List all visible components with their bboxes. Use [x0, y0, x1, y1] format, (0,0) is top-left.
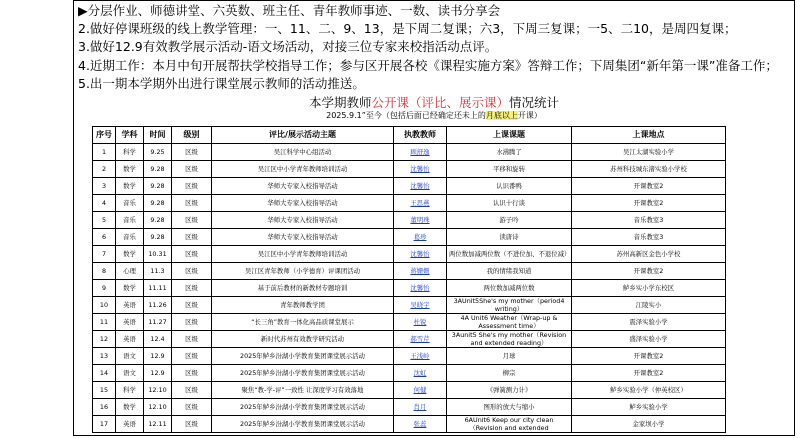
cell-level: 区级	[172, 212, 212, 229]
cell-theme: 聚焦“教-学-评”一致性 让深度学习有效落地	[212, 382, 394, 399]
cell-date: 9.28	[144, 161, 172, 178]
cell-theme: 吴江科学中心组活动	[212, 144, 394, 161]
cell-teacher: 杜锐	[394, 314, 447, 331]
subtitle-text: 2025.9.1”至今（包括后面已经确定还未上的	[326, 111, 486, 120]
cell-theme: 华师大专家入校指导活动	[212, 178, 394, 195]
table-row	[93, 144, 726, 161]
cell-location: 开课教室2	[572, 348, 726, 365]
cell-level: 区级	[172, 365, 212, 382]
table-row	[93, 331, 726, 348]
cell-level: 区级	[172, 263, 212, 280]
line-1: ▶分层作业、师德讲堂、六英数、班主任、青年教师事迹、一数、读书分享会	[78, 3, 501, 18]
cell-level: 区级	[172, 178, 212, 195]
cell-topic: 4A Unit6 Weather（Wrap-up & Assessment time）	[447, 314, 572, 331]
cell-topic: 图形的放大与缩小	[447, 399, 572, 416]
title-prefix: 本学期教师	[308, 95, 372, 110]
cell-date: 11.3	[144, 263, 172, 280]
cell-location: 开课教室2	[572, 195, 726, 212]
cell-subject: 数学	[116, 178, 144, 195]
table-header-row	[93, 127, 726, 144]
cell-date: 12.10	[144, 399, 172, 416]
cell-subject: 英语	[116, 314, 144, 331]
document-frame	[73, 0, 795, 436]
cell-teacher: 顾舒逸	[394, 144, 447, 161]
cell-location: 苏州高新区金色小学校	[572, 246, 726, 263]
cell-location: 盛泽实验小学	[572, 331, 726, 348]
cell-theme: 青年教师教学团	[212, 297, 394, 314]
cell-date: 9.28	[144, 229, 172, 246]
cell-subject: 音乐	[116, 195, 144, 212]
column-header: 上课课题	[447, 127, 572, 144]
column-header: 学科	[116, 127, 144, 144]
subtitle-tail: 开课）	[517, 111, 542, 120]
cell-date: 12.10	[144, 382, 172, 399]
line-4: 4.近期工作：本月中旬开展帮扶学校指导工作；参与区开展各校《课程实施方案》答辩工作；下周集团“新年第一课”准备工作；	[78, 58, 778, 73]
table-row	[93, 314, 726, 331]
cell-theme: 基于前后教材的新教材专题培训	[212, 280, 394, 297]
cell-subject: 数学	[116, 280, 144, 297]
cell-index: 12	[93, 331, 116, 348]
cell-topic: 两位数加减两位数	[447, 280, 572, 297]
cell-location: 开课教室2	[572, 263, 726, 280]
table-row	[93, 280, 726, 297]
table-row	[93, 263, 726, 280]
cell-subject: 语文	[116, 348, 144, 365]
column-header: 序号	[93, 127, 116, 144]
cell-topic: 认识十行谈	[447, 195, 572, 212]
cell-index: 2	[93, 161, 116, 178]
line-3: 3.做好12.9有效教学展示活动-语文场活动，对接三位专家来校指活动点评。	[78, 39, 498, 54]
cell-location: 音乐教室3	[572, 229, 726, 246]
cell-topic: 认识番鸭	[447, 178, 572, 195]
cell-index: 10	[93, 297, 116, 314]
cell-subject: 科学	[116, 382, 144, 399]
cell-teacher: 沈馨怡	[394, 161, 447, 178]
cell-theme: 华师大专家入校指导活动	[212, 229, 394, 246]
cell-index: 15	[93, 382, 116, 399]
cell-theme: 吴江区中小学青年教师培训活动	[212, 246, 394, 263]
cell-teacher: 葛珍	[394, 229, 447, 246]
cell-subject: 英语	[116, 416, 144, 433]
cell-level: 区级	[172, 314, 212, 331]
cell-theme: 华师大专家入校指导活动	[212, 212, 394, 229]
title-highlight: 公开课（评比、展示课）	[371, 95, 509, 110]
line-2: 2.做好停课班级的线上教学管理：一、11、二、9、13，是下周二复课；六3，下周三复课；一5、二10，是周四复课；	[78, 21, 737, 36]
cell-index: 16	[93, 399, 116, 416]
cell-teacher: 沈馨怡	[394, 280, 447, 297]
cell-subject: 心理	[116, 263, 144, 280]
column-header: 执教教师	[394, 127, 447, 144]
cell-subject: 音乐	[116, 212, 144, 229]
cell-teacher: 何健	[394, 382, 447, 399]
subtitle-highlight: 月底以上	[485, 111, 518, 120]
cell-location: 震泽实验小学	[572, 314, 726, 331]
table-row	[93, 365, 726, 382]
cell-topic: 水沸腾了	[447, 144, 572, 161]
cell-level: 区级	[172, 382, 212, 399]
cell-theme: 华师大专家入校指导活动	[212, 195, 394, 212]
cell-location: 音乐教室3	[572, 212, 726, 229]
cell-index: 11	[93, 314, 116, 331]
cell-teacher: 沈馨怡	[394, 246, 447, 263]
cell-subject: 英语	[116, 331, 144, 348]
cell-level: 区级	[172, 348, 212, 365]
cell-subject: 数学	[116, 246, 144, 263]
cell-subject: 语文	[116, 365, 144, 382]
cell-level: 区级	[172, 399, 212, 416]
cell-level: 区级	[172, 229, 212, 246]
table-row	[93, 229, 726, 246]
cell-topic: 月球	[447, 348, 572, 365]
cell-location: 开课教室2	[572, 178, 726, 195]
cell-location: 鲈乡实验小学（仲英校区）	[572, 382, 726, 399]
table-row	[93, 382, 726, 399]
table-row	[93, 348, 726, 365]
title-suffix: 情况统计	[509, 95, 560, 110]
column-header: 时间	[144, 127, 172, 144]
cell-theme: 2025年鲈乡汾湖小学教育集团课堂展示活动	[212, 416, 394, 433]
cell-location: 开课教室2	[572, 365, 726, 382]
cell-index: 5	[93, 212, 116, 229]
cell-teacher: 肖月	[394, 399, 447, 416]
cell-topic: 读唐诗	[447, 229, 572, 246]
cell-date: 9.25	[144, 144, 172, 161]
cell-teacher: 张蕊	[394, 416, 447, 433]
cell-index: 4	[93, 195, 116, 212]
cell-theme: 吴江区青年教师（小学德育）评课团活动	[212, 263, 394, 280]
table-row	[93, 416, 726, 433]
cell-subject: 音乐	[116, 229, 144, 246]
cell-theme: 2025年鲈乡汾湖小学教育集团课堂展示活动	[212, 365, 394, 382]
cell-teacher: 沈虹	[394, 365, 447, 382]
cell-date: 11.11	[144, 280, 172, 297]
cell-location: 苏州科技城东渚实验小学校	[572, 161, 726, 178]
cell-location: 鲈乡实验小学	[572, 399, 726, 416]
cell-index: 14	[93, 365, 116, 382]
cell-date: 11.26	[144, 297, 172, 314]
cell-location: 吴江太湖实验小学	[572, 144, 726, 161]
cell-location: 江陵实小	[572, 297, 726, 314]
column-header: 级别	[172, 127, 212, 144]
cell-index: 9	[93, 280, 116, 297]
cell-level: 区级	[172, 297, 212, 314]
cell-subject: 数学	[116, 399, 144, 416]
column-header: 上课地点	[572, 127, 726, 144]
cell-theme: 吴江区中小学青年教师培训活动	[212, 161, 394, 178]
cell-level: 区级	[172, 195, 212, 212]
cell-topic: 3Aunit5 She's my mother（Revision and extended reading）	[447, 331, 572, 348]
cell-index: 13	[93, 348, 116, 365]
cell-level: 区级	[172, 144, 212, 161]
cell-subject: 科学	[116, 144, 144, 161]
cell-teacher: 郝雪芹	[394, 331, 447, 348]
table-row	[93, 246, 726, 263]
cell-topic: 3AUnit5She's my mother（period4 writing）	[447, 297, 572, 314]
table-row	[93, 399, 726, 416]
table-row	[93, 297, 726, 314]
cell-theme: 新时代苏州有效教学研究活动	[212, 331, 394, 348]
line-5: 5.出一期本学期外出进行课堂展示教师的活动推送。	[78, 76, 365, 91]
cell-subject: 英语	[116, 297, 144, 314]
cell-index: 7	[93, 246, 116, 263]
cell-level: 区级	[172, 280, 212, 297]
lesson-table	[92, 126, 726, 433]
cell-topic: 《弹簧测力计》	[447, 382, 572, 399]
cell-teacher: 沈馨怡	[394, 178, 447, 195]
cell-teacher: 蒋姗姗	[394, 263, 447, 280]
table-row	[93, 178, 726, 195]
cell-location: 鲈乡实小学东校区	[572, 280, 726, 297]
table-title	[74, 95, 794, 111]
cell-topic: 6AUnit6 Keep our city clean（Revision and extended	[447, 416, 572, 433]
cell-index: 6	[93, 229, 116, 246]
cell-theme: “长三角”教育一体化高品质课堂展示	[212, 314, 394, 331]
cell-location: 金家坝小学	[572, 416, 726, 433]
column-header: 评比/展示活动主题	[212, 127, 394, 144]
table-row	[93, 195, 726, 212]
cell-index: 1	[93, 144, 116, 161]
cell-date: 12.11	[144, 416, 172, 433]
cell-teacher: 王浅岭	[394, 348, 447, 365]
cell-level: 区级	[172, 331, 212, 348]
cell-date: 12.9	[144, 365, 172, 382]
cell-date: 9.28	[144, 212, 172, 229]
cell-teacher: 王思燕	[394, 195, 447, 212]
cell-level: 区级	[172, 246, 212, 263]
cell-index: 8	[93, 263, 116, 280]
cell-date: 12.9	[144, 348, 172, 365]
cell-topic: 我的情绪我知道	[447, 263, 572, 280]
cell-date: 9.28	[144, 195, 172, 212]
table-row	[93, 212, 726, 229]
cell-date: 10.31	[144, 246, 172, 263]
cell-topic: 柳宗	[447, 365, 572, 382]
cell-subject: 数学	[116, 161, 144, 178]
cell-teacher: 董明珠	[394, 212, 447, 229]
cell-topic: 两位数加减两位数（不进位加、不退位减）	[447, 246, 572, 263]
table-row	[93, 161, 726, 178]
cell-index: 3	[93, 178, 116, 195]
cell-topic: 游子吟	[447, 212, 572, 229]
cell-topic: 平移和旋转	[447, 161, 572, 178]
cell-teacher: 吴晓宇	[394, 297, 447, 314]
cell-level: 区级	[172, 161, 212, 178]
cell-date: 9.28	[144, 178, 172, 195]
table-subtitle	[74, 111, 794, 121]
cell-date: 12.4	[144, 331, 172, 348]
cell-theme: 2025年鲈乡汾湖小学教育集团课堂展示活动	[212, 348, 394, 365]
cell-level: 区级	[172, 416, 212, 433]
cell-index: 17	[93, 416, 116, 433]
cell-theme: 2025年鲈乡汾湖小学教育集团课堂展示活动	[212, 399, 394, 416]
cell-date: 11.27	[144, 314, 172, 331]
